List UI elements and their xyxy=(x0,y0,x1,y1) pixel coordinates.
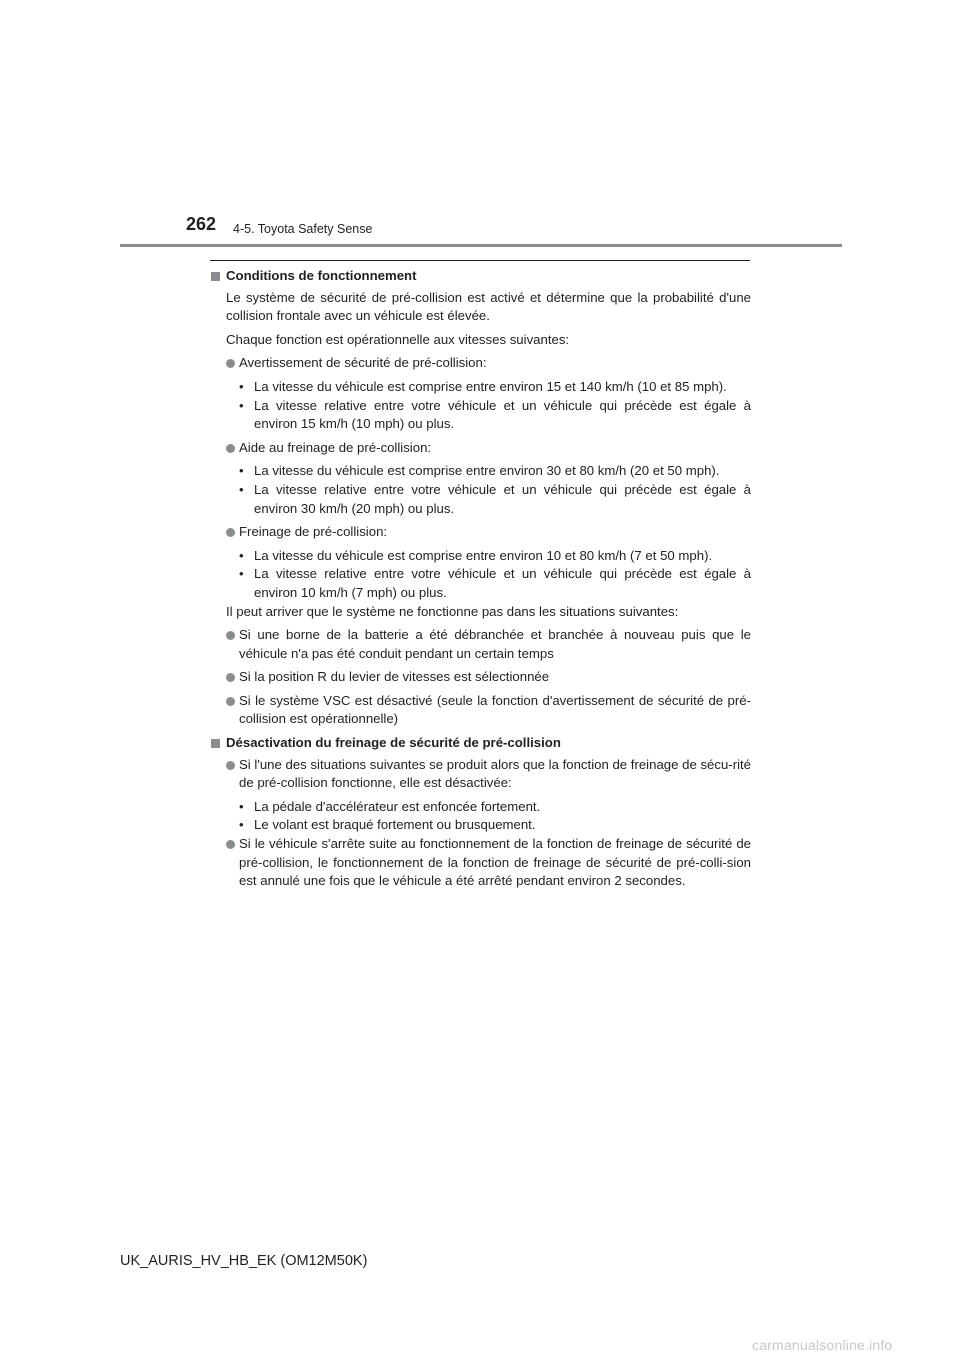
circle-bullet-icon xyxy=(226,528,235,537)
circle-bullet-icon xyxy=(226,359,235,368)
circle-bullet-icon xyxy=(226,697,235,706)
watermark: carmanualsonline.info xyxy=(752,1337,893,1353)
section-heading: Conditions de fonctionnement xyxy=(211,267,751,286)
sub-list-item: • Le volant est braqué fortement ou brusquement. xyxy=(239,817,536,833)
circle-bullet-icon xyxy=(226,761,235,770)
content xyxy=(211,267,751,896)
square-bullet-icon xyxy=(211,272,220,281)
list-item: Si l'une des situations suivantes se produit alors que la fonction de freinage de sécu-rité de pré-collision fonctionne, elle est désactivée: xyxy=(211,756,751,793)
list-item: Si le véhicule s'arrête suite au fonctionnement de la fonction de freinage de sécurité de pré-collision, le fonctionnement de la fonction de freinage de sécurité de pré-colli-sion est annulé une fois que le véhicule a été arrêté pendant environ 2 secondes. xyxy=(211,835,751,891)
content-rule xyxy=(210,260,750,261)
square-bullet-icon xyxy=(211,739,220,748)
sub-list-item: • La vitesse relative entre votre véhicule et un véhicule qui précède est égale à environ 30 km/h (20 mph) ou plus. xyxy=(239,481,751,516)
sub-list-item: • La vitesse du véhicule est comprise entre environ 10 et 80 km/h (7 et 50 mph). xyxy=(239,547,713,563)
sub-list-item: • La pédale d'accélérateur est enfoncée fortement. xyxy=(239,798,541,814)
paragraph: Il peut arriver que le système ne fonctionne pas dans les situations suivantes: xyxy=(226,603,679,619)
header-rule xyxy=(120,244,842,247)
sub-list xyxy=(211,547,751,603)
list-item: Freinage de pré-collision: xyxy=(211,523,751,542)
sub-list-item: • La vitesse relative entre votre véhicule et un véhicule qui précède est égale à environ 10 km/h (7 mph) ou plus. xyxy=(239,566,751,600)
section-heading: Désactivation du freinage de sécurité de pré-collision xyxy=(211,734,751,753)
sub-list xyxy=(211,798,751,835)
sub-list-item: • La vitesse relative entre votre véhicule et un véhicule qui précède est égale à environ 15 km/h (10 mph) ou plus. xyxy=(239,397,751,432)
list-item: Avertissement de sécurité de pré-collision: xyxy=(211,354,751,373)
circle-bullet-icon xyxy=(226,444,235,453)
sub-list-item: • La vitesse du véhicule est comprise entre environ 30 et 80 km/h (20 et 50 mph). xyxy=(239,463,720,479)
list-item: Si le système VSC est désactivé (seule la fonction d'avertissement de sécurité de pré-collision est opérationnelle) xyxy=(211,692,751,729)
list-item: Si une borne de la batterie a été débranchée et branchée à nouveau puis que le véhicule n'a pas été conduit pendant un certain temps xyxy=(211,626,751,663)
circle-bullet-icon xyxy=(226,840,235,849)
circle-bullet-icon xyxy=(226,631,235,640)
sub-list-item: • La vitesse du véhicule est comprise entre environ 15 et 140 km/h (10 et 85 mph). xyxy=(239,378,727,394)
paragraph: Chaque fonction est opérationnelle aux vitesses suivantes: xyxy=(226,331,570,347)
page-number: 262 xyxy=(186,214,217,234)
sub-list xyxy=(211,378,751,434)
circle-bullet-icon xyxy=(226,673,235,682)
footer-code: UK_AURIS_HV_HB_EK (OM12M50K) xyxy=(120,1253,368,1269)
sub-list xyxy=(211,462,751,518)
paragraph: Le système de sécurité de pré-collision est activé et détermine que la probabilité d'une collision frontale avec un véhicule est élevée. xyxy=(226,289,751,324)
list-item: Si la position R du levier de vitesses est sélectionnée xyxy=(211,668,751,687)
section-title: 4-5. Toyota Safety Sense xyxy=(233,222,373,236)
list-item: Aide au freinage de pré-collision: xyxy=(211,439,751,458)
